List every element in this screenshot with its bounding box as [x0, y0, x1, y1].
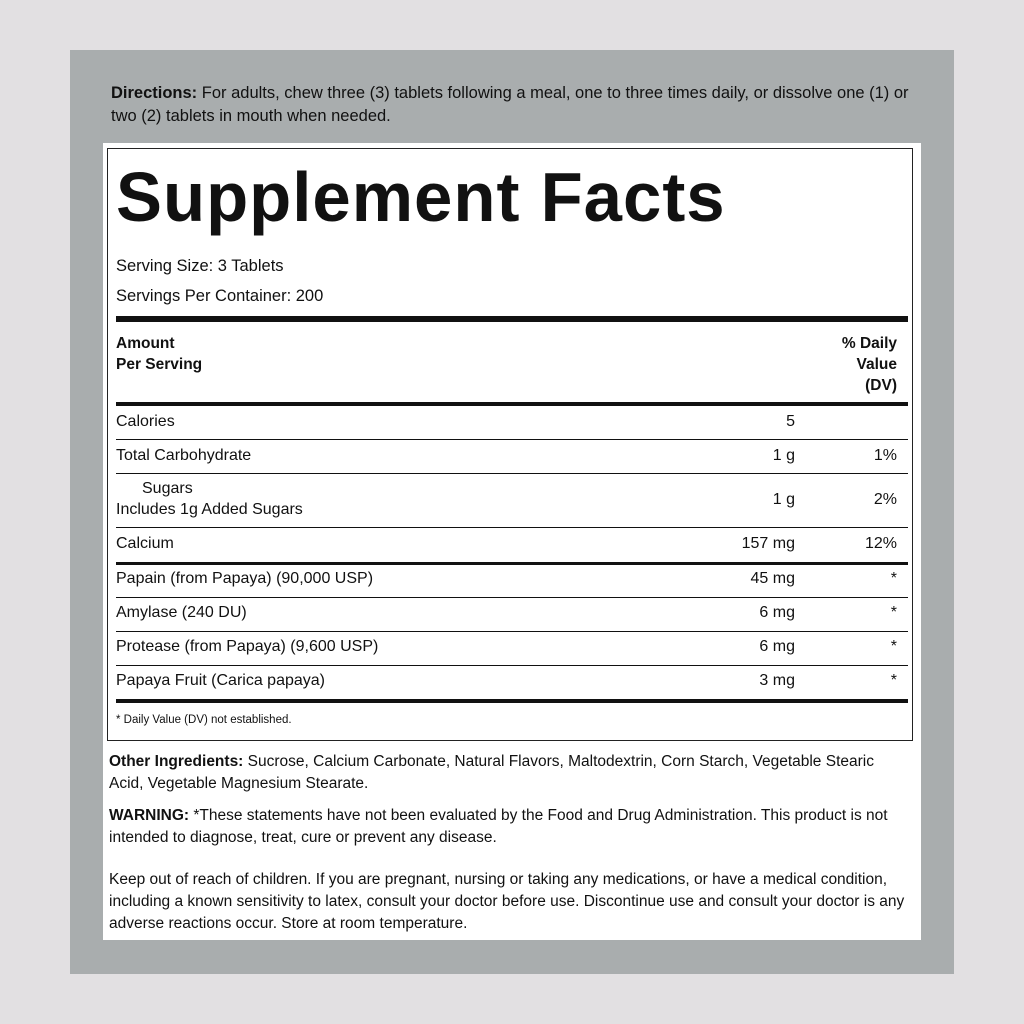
- nutrient-name: Sugars: [142, 480, 193, 497]
- header-value: Value: [856, 356, 897, 373]
- nutrient-dv: *: [890, 570, 897, 587]
- thick-divider: [116, 402, 908, 406]
- nutrient-dv: *: [890, 638, 897, 655]
- directions-body: For adults, chew three (3) tablets following a meal, one to three times daily, or dissolve one (1) or two (2) tablets in mouth when needed.: [111, 84, 909, 125]
- nutrient-dv: 2%: [873, 491, 897, 508]
- nutrient-amount: 45 mg: [750, 570, 795, 587]
- keep-out-of-reach: Keep out of reach of children. If you are pregnant, nursing or taking any medications, or have a medical condition, including a known sensitivity to latex, consult your doctor before use. Discontinue use and consult your doctor is any adverse reactions occur. Store at room temperature.: [109, 871, 905, 932]
- row-divider: [116, 439, 908, 440]
- row-divider: [116, 473, 908, 474]
- row-divider: [116, 665, 908, 666]
- warning-label: WARNING:: [109, 807, 190, 824]
- header-amount: Amount: [116, 335, 175, 352]
- other-ingredients-label: Other Ingredients:: [109, 753, 244, 770]
- dv-footnote: * Daily Value (DV) not established.: [116, 714, 292, 726]
- header-dv: (DV): [865, 377, 897, 394]
- serving-size: Serving Size: 3 Tablets: [116, 257, 284, 275]
- table-row: [116, 480, 908, 522]
- nutrient-amount: 1 g: [772, 447, 795, 464]
- thick-divider: [116, 316, 908, 322]
- other-ingredients-body: Sucrose, Calcium Carbonate, Natural Flavors, Maltodextrin, Corn Starch, Vegetable Stearic Acid, Vegetable Magnesium Stearate.: [109, 753, 874, 792]
- amount-per-serving-header: [116, 333, 202, 375]
- nutrient-name: Total Carbohydrate: [116, 447, 252, 464]
- nutrient-dv: 12%: [864, 535, 897, 552]
- thick-divider: [116, 562, 908, 565]
- nutrient-name: Papain (from Papaya) (90,000 USP): [116, 570, 374, 587]
- facts-title: Supplement Facts: [116, 158, 726, 236]
- nutrient-amount: 6 mg: [759, 604, 795, 621]
- added-sugars-note: Includes 1g Added Sugars: [116, 501, 303, 518]
- servings-per-container: Servings Per Container: 200: [116, 287, 324, 305]
- row-divider: [116, 527, 908, 528]
- nutrient-name: Papaya Fruit (Carica papaya): [116, 672, 325, 689]
- row-divider: [116, 597, 908, 598]
- other-ingredients: [109, 751, 909, 795]
- nutrient-amount: 6 mg: [759, 638, 795, 655]
- daily-value-header: [842, 333, 897, 396]
- nutrient-amount: 3 mg: [759, 672, 795, 689]
- nutrient-name: Amylase (240 DU): [116, 604, 247, 621]
- nutrient-dv: *: [890, 604, 897, 621]
- directions-text: [111, 82, 921, 128]
- nutrient-name: Calcium: [116, 535, 174, 552]
- nutrient-dv: 1%: [873, 447, 897, 464]
- header-per-serving: Per Serving: [116, 356, 203, 373]
- nutrient-amount: 157 mg: [741, 535, 795, 552]
- warning-body: *These statements have not been evaluated by the Food and Drug Administration. This product is not intended to diagnose, treat, cure or prevent any disease.: [109, 807, 888, 846]
- thick-divider: [116, 699, 908, 703]
- row-divider: [116, 631, 908, 632]
- warning: [109, 805, 909, 849]
- header-daily: % Daily: [841, 335, 897, 352]
- nutrient-amount: 1 g: [772, 491, 795, 508]
- directions-label: Directions:: [111, 84, 198, 102]
- nutrient-amount: 5: [786, 413, 795, 430]
- nutrient-name: Protease (from Papaya) (9,600 USP): [116, 638, 379, 655]
- nutrient-dv: *: [890, 672, 897, 689]
- nutrient-name: Calories: [116, 413, 175, 430]
- supplement-facts-panel: [107, 148, 913, 741]
